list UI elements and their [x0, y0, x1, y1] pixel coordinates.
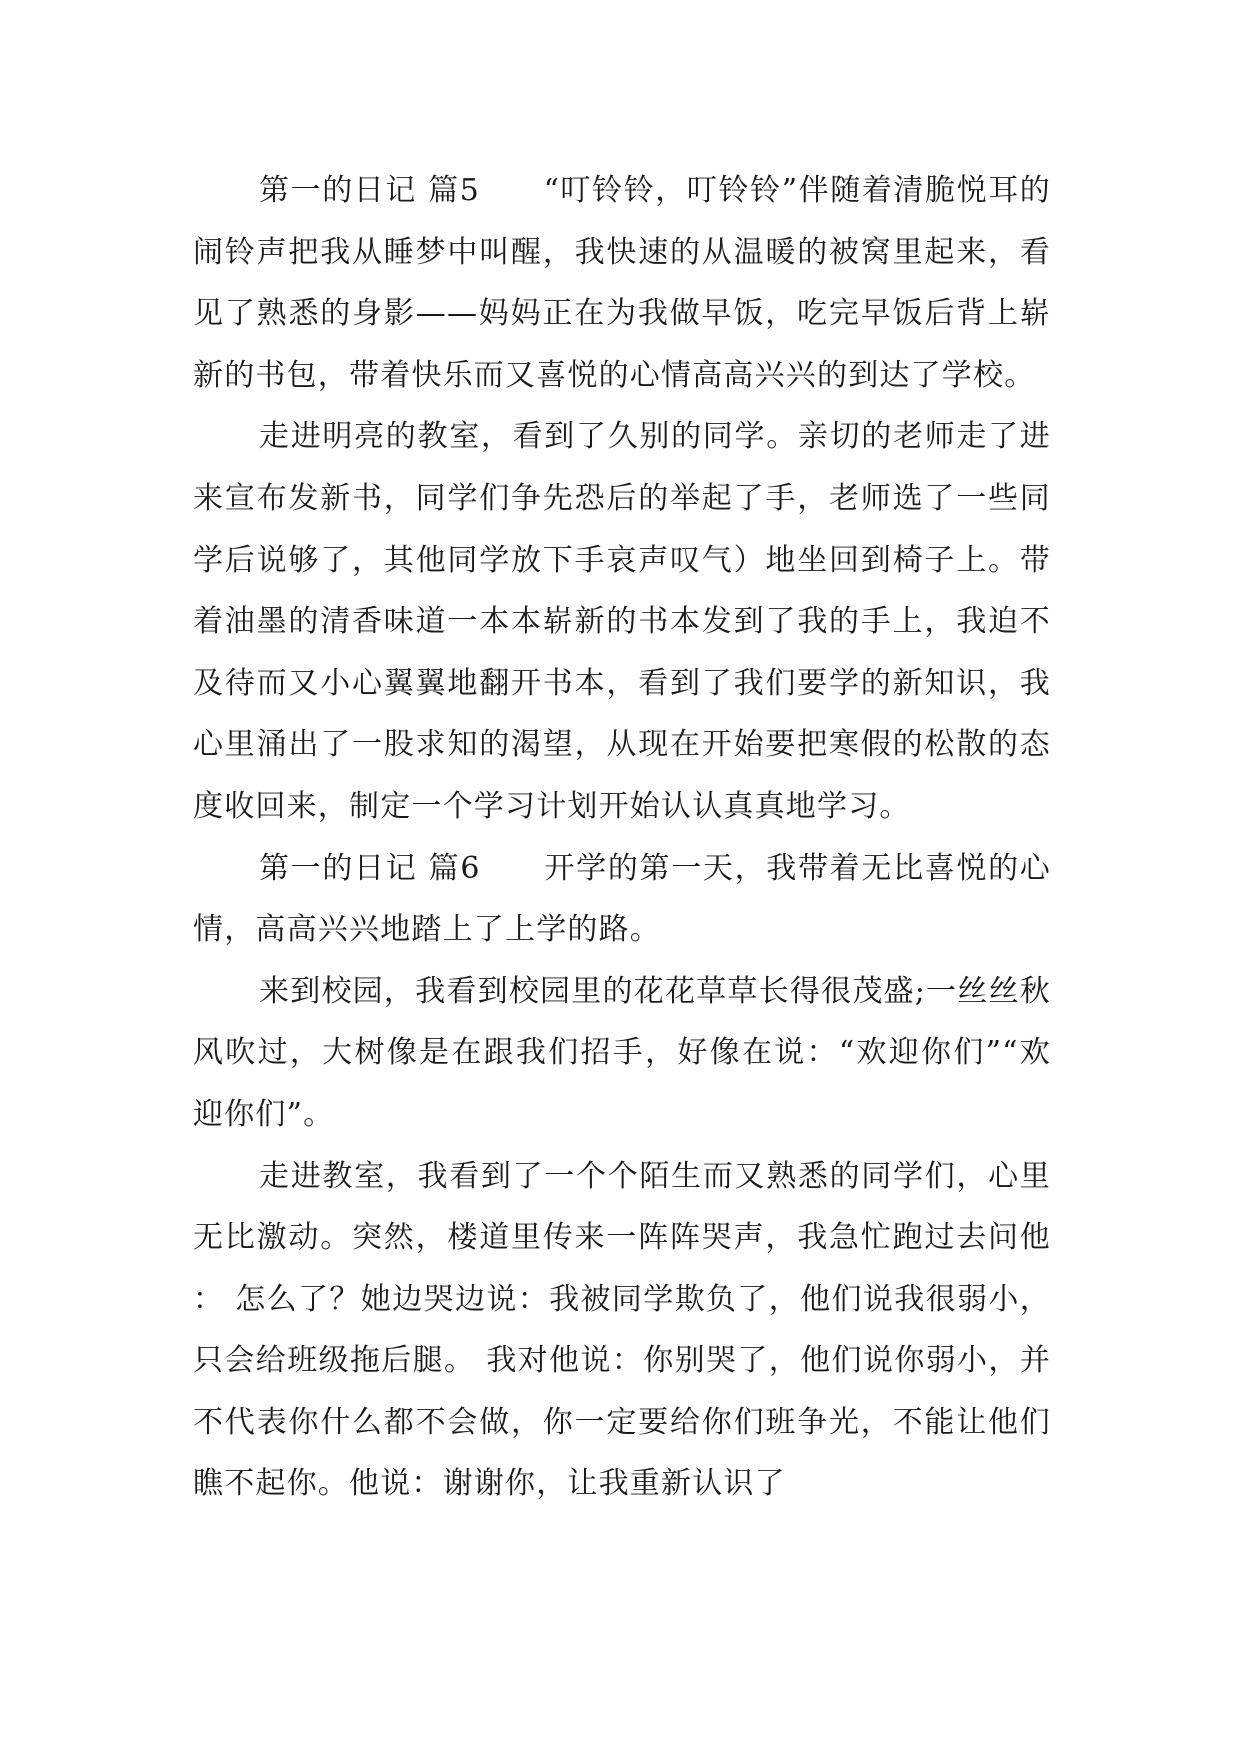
paragraph-3: 第一的日记 篇6 开学的第一天，我带着无比喜悦的心情，高高兴兴地踏上了上学的路。	[193, 850, 1051, 948]
document-body	[193, 160, 1051, 1515]
paragraph-2: 走进明亮的教室，看到了久别的同学。亲切的老师走了进来宣布发新书，同学们争先恐后的举起了手，老师选了一些同学后说够了，其他同学放下手哀声叹气）地坐回到椅子上。带着油墨的清香味道一本本崭新的书本发到了我的手上，我迫不及待而又小心翼翼地翻开书本，看到了我们要学的新知识，我心里涌出了一股求知的渴望，从现在开始要把寒假的松散的态度收回来，制定一个学习计划开始认认真真地学习。	[193, 419, 1051, 824]
paragraph-1: 第一的日记 篇5 “叮铃铃，叮铃铃”伴随着清脆悦耳的闹铃声把我从睡梦中叫醒，我快速的从温暖的被窝里起来，看见了熟悉的身影——妈妈正在为我做早饭，吃完早饭后背上崭新的书包，带着快乐而又喜悦的心情高高兴兴的到达了学校。	[193, 173, 1051, 393]
paragraph-5: 走进教室，我看到了一个个陌生而又熟悉的同学们，心里无比激动。突然，楼道里传来一阵阵哭声，我急忙跑过去问他： 怎么了？她边哭边说：我被同学欺负了，他们说我很弱小，只会给班级拖后腿。 我对他说：你别哭了，他们说你弱小，并不代表你什么都不会做，你一定要给你们班争光，不能让他们瞧不起你。他说：谢谢你，让我重新认识了	[193, 1158, 1051, 1502]
paragraph-4: 来到校园，我看到校园里的花花草草长得很茂盛;一丝丝秋风吹过，大树像是在跟我们招手，好像在说：“欢迎你们”“欢迎你们”。	[193, 973, 1051, 1132]
